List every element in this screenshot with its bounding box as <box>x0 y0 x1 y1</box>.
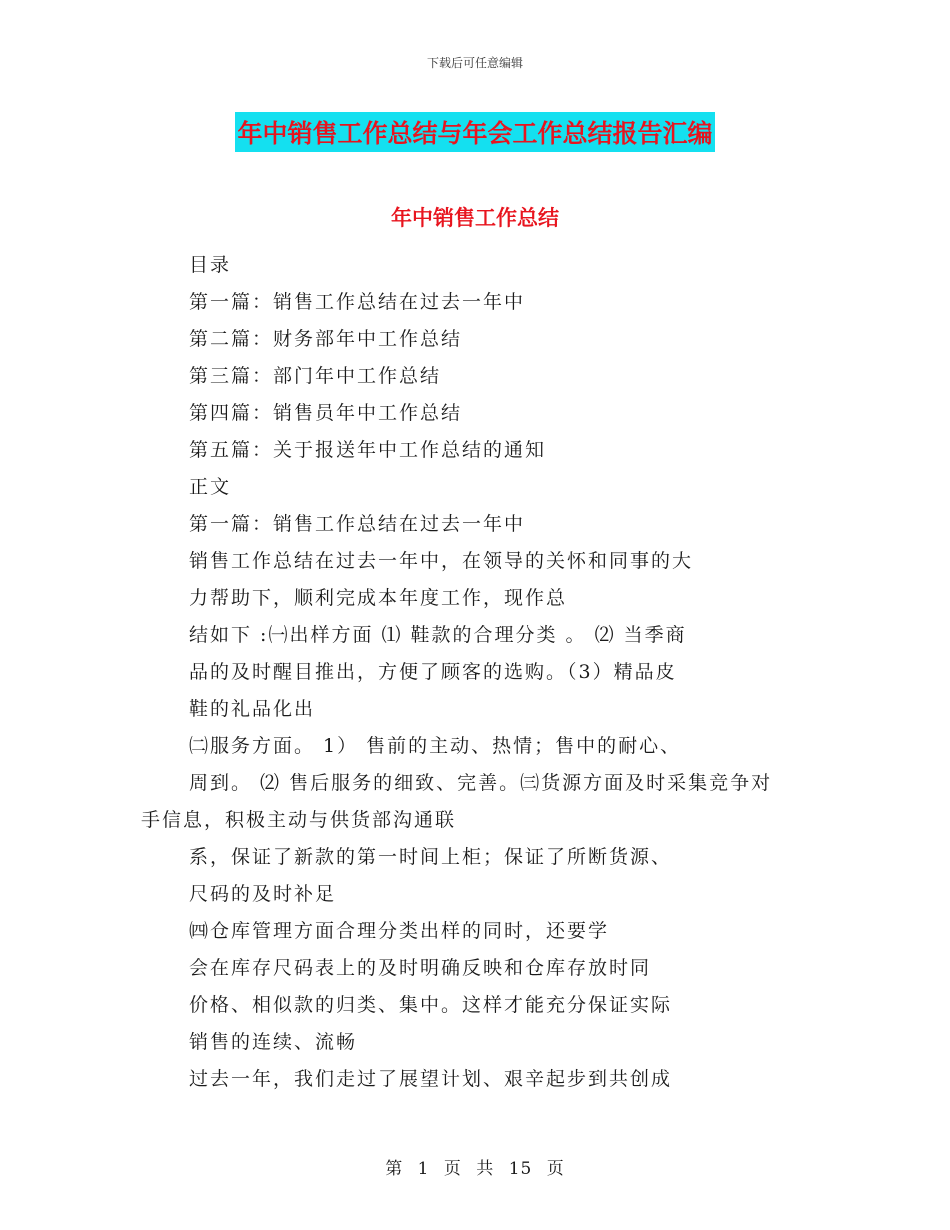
body-line: 尺码的及时补足 <box>189 883 337 905</box>
body-line: 系，保证了新款的第一时间上柜；保证了所断货源、 <box>189 846 673 868</box>
footer-total-pages: 15 <box>508 1159 533 1179</box>
body-line: 价格、相似款的归类、集中。这样才能充分保证实际 <box>189 994 673 1016</box>
body-line: 销售的连续、流畅 <box>189 1031 358 1053</box>
footer-current-page: 1 <box>417 1159 430 1179</box>
footer-mid2: 共 <box>476 1159 495 1179</box>
toc-item-4: 第四篇：销售员年中工作总结 <box>189 402 463 424</box>
body-line: 手信息，积极主动与供货部沟通联 <box>141 809 457 831</box>
body-line: 鞋的礼品化出 <box>189 698 316 720</box>
footer-suffix: 页 <box>546 1159 565 1179</box>
toc-item-5: 第五篇：关于报送年中工作总结的通知 <box>189 439 547 461</box>
main-title-wrap <box>0 112 950 152</box>
section-title: 年中销售工作总结 <box>391 206 559 230</box>
toc-item-1: 第一篇：销售工作总结在过去一年中 <box>189 291 526 313</box>
body-line: 销售工作总结在过去一年中，在领导的关怀和同事的大 <box>189 550 694 572</box>
page-footer <box>0 1154 950 1179</box>
body-line: 过去一年，我们走过了展望计划、艰辛起步到共创成 <box>189 1068 673 1090</box>
body-line: ㈣仓库管理方面合理分类出样的同时，还要学 <box>189 920 610 942</box>
footer-prefix: 第 <box>385 1159 404 1179</box>
toc-item-3: 第三篇：部门年中工作总结 <box>189 365 442 387</box>
header-note: 下载后可任意编辑 <box>426 56 523 70</box>
main-title: 年中销售工作总结与年会工作总结报告汇编 <box>235 112 714 152</box>
body-line: 结如下 :㈠出样方面 ⑴ 鞋款的合理分类 。 ⑵ 当季商 <box>189 624 687 646</box>
chapter-title: 第一篇：销售工作总结在过去一年中 <box>189 513 526 535</box>
body-line: 周到。 ⑵ 售后服务的细致、完善。㈢货源方面及时采集竞争对 <box>189 772 773 794</box>
footer-mid1: 页 <box>443 1159 462 1179</box>
toc-heading: 目录 <box>189 254 232 276</box>
body-line: ㈡服务方面。 1） 售前的主动、热情；售中的耐心、 <box>189 735 682 757</box>
body-heading: 正文 <box>189 476 232 498</box>
body-line: 会在库存尺码表上的及时明确反映和仓库存放时同 <box>189 957 652 979</box>
body-line: 品的及时醒目推出，方便了顾客的选购。（3）精品皮 <box>189 661 677 683</box>
toc-item-2: 第二篇：财务部年中工作总结 <box>189 328 463 350</box>
body-line: 力帮助下，顺利完成本年度工作，现作总 <box>189 587 568 609</box>
